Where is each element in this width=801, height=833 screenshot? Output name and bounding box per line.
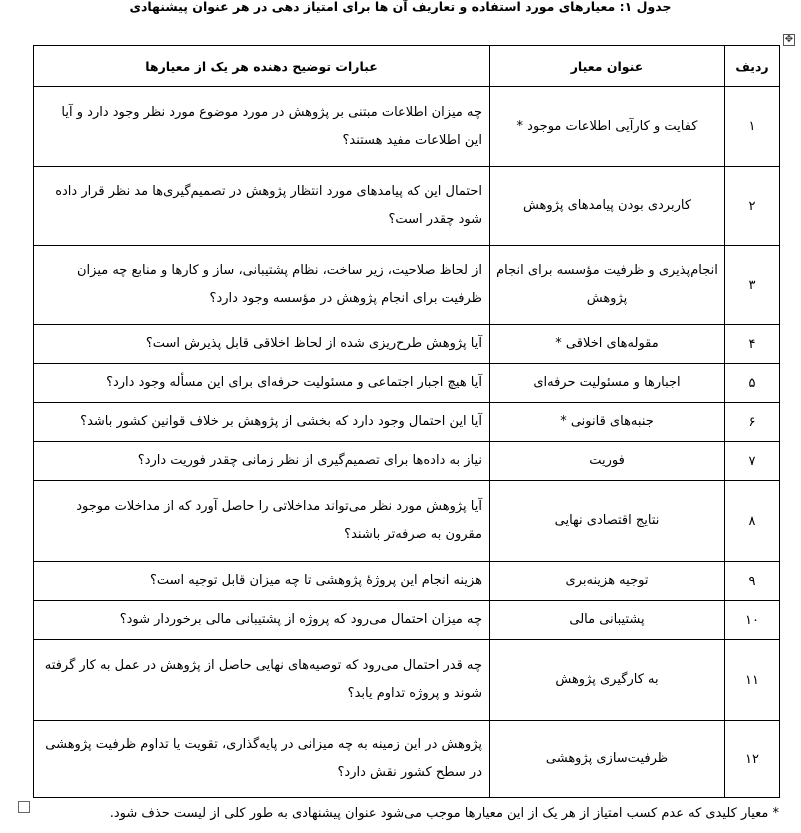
criterion-description: آیا این احتمال وجود دارد که بخشی از پژوهش بر خلاف قوانین کشور باشد؟ [34, 403, 490, 442]
table-move-handle-icon[interactable]: ✥ [784, 34, 794, 45]
criterion-description: هزینه انجام این پروژهٔ پژوهشی تا چه میزان قابل توجیه است؟ [34, 562, 490, 601]
row-number: ۶ [725, 403, 780, 442]
criterion-name: کفایت و کارآیی اطلاعات موجود * [490, 87, 725, 167]
table-row [34, 167, 780, 246]
table-row [34, 87, 780, 167]
criterion-description: احتمال این که پیامدهای مورد انتظار پژوهش در تصمیم‌گیری‌ها مد نظر قرار داده شود چقدر است؟ [34, 167, 490, 246]
table-row [34, 325, 780, 364]
row-number: ۵ [725, 364, 780, 403]
table-row [34, 640, 780, 721]
row-number: ۷ [725, 442, 780, 481]
table-row [34, 721, 780, 798]
criterion-description: نیاز به داده‌ها برای تصمیم‌گیری از نظر زمانی چقدر فوریت دارد؟ [34, 442, 490, 481]
row-number: ۳ [725, 246, 780, 325]
header-criterion: عنوان معیار [490, 46, 725, 87]
table-row [34, 403, 780, 442]
criterion-description: آیا پژوهش طرح‌ریزی شده از لحاظ اخلاقی قابل پذیرش است؟ [34, 325, 490, 364]
criterion-description: از لحاظ صلاحیت، زیر ساخت، نظام پشتیبانی، ساز و کارها و منابع چه میزان ظرفیت برای انجام پژوهش در مؤسسه وجود دارد؟ [34, 246, 490, 325]
criterion-name: انجام‌پذیری و ظرفیت مؤسسه برای انجام پژوهش [490, 246, 725, 325]
table-row [34, 562, 780, 601]
criterion-name: اجبارها و مسئولیت حرفه‌ای [490, 364, 725, 403]
criterion-name: مقوله‌های اخلاقی * [490, 325, 725, 364]
table-resize-handle-icon[interactable] [18, 801, 30, 813]
row-number: ۱۰ [725, 601, 780, 640]
row-number: ۴ [725, 325, 780, 364]
criterion-name: کاربردی بودن پیامدهای پژوهش [490, 167, 725, 246]
criterion-description: پژوهش در این زمینه به چه میزانی در پایه‌گذاری، تقویت یا تداوم ظرفیت پژوهشی در سطح کشور نقش دارد؟ [34, 721, 490, 798]
criterion-description: آیا پژوهش مورد نظر می‌تواند مداخلاتی را حاصل آورد که از مداخلات موجود مقرون به صرفه‌تر باشند؟ [34, 481, 490, 562]
criterion-description: چه قدر احتمال می‌رود که توصیه‌های نهایی حاصل از پژوهش در عمل به کار گرفته شوند و پروژه تداوم یابد؟ [34, 640, 490, 721]
table-header-row [34, 46, 780, 87]
row-number: ۸ [725, 481, 780, 562]
row-number: ۲ [725, 167, 780, 246]
criteria-table [33, 45, 780, 798]
criterion-name: پشتیبانی مالی [490, 601, 725, 640]
criterion-description: چه میزان اطلاعات مبتنی بر پژوهش در مورد موضوع مورد نظر وجود دارد و آیا این اطلاعات مفید هستند؟ [34, 87, 490, 167]
table-footnote: * معیار کلیدی که عدم کسب امتیاز از هر یک از این معیارها موجب می‌شود عنوان پیشنهادی به طور کلی از لیست حذف شود. [109, 806, 779, 821]
criterion-name: به کارگیری پژوهش [490, 640, 725, 721]
table-row [34, 246, 780, 325]
table-row [34, 442, 780, 481]
table-caption: جدول ۱: معیارهای مورد استفاده و تعاریف آن ها برای امتیاز دهی در هر عنوان پیشنهادی [129, 0, 672, 14]
row-number: ۱۲ [725, 721, 780, 798]
criterion-description: آیا هیچ اجبار اجتماعی و مسئولیت حرفه‌ای برای این مسأله وجود دارد؟ [34, 364, 490, 403]
row-number: ۱۱ [725, 640, 780, 721]
row-number: ۱ [725, 87, 780, 167]
table-row [34, 481, 780, 562]
row-number: ۹ [725, 562, 780, 601]
criterion-name: ظرفیت‌سازی پژوهشی [490, 721, 725, 798]
header-description: عبارات توضیح دهنده هر یک از معیارها [34, 46, 490, 87]
header-row-number: ردیف [725, 46, 780, 87]
criterion-name: نتایج اقتصادی نهایی [490, 481, 725, 562]
criterion-description: چه میزان احتمال می‌رود که پروژه از پشتیبانی مالی برخوردار شود؟ [34, 601, 490, 640]
table-row [34, 364, 780, 403]
criterion-name: جنبه‌های قانونی * [490, 403, 725, 442]
table-row [34, 601, 780, 640]
criterion-name: توجیه هزینه‌بری [490, 562, 725, 601]
criterion-name: فوریت [490, 442, 725, 481]
